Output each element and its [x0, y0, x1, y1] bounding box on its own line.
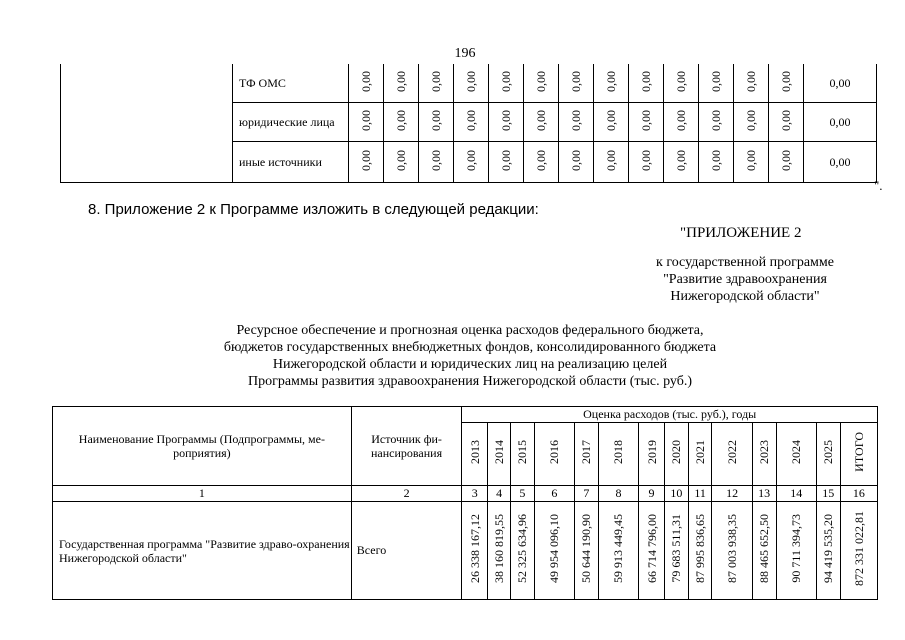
value-cell [419, 64, 454, 103]
value-cell [699, 64, 734, 103]
value-text: 0,00 [429, 149, 443, 171]
value-cell [384, 64, 419, 103]
appendix-title: "ПРИЛОЖЕНИЕ 2 [680, 225, 802, 241]
page-number: 196 [454, 46, 476, 61]
value-text: 0,00 [744, 149, 758, 171]
year-header-cell [776, 423, 816, 486]
value-cell [349, 142, 384, 183]
value-cell [419, 142, 454, 183]
value-cell [559, 64, 594, 103]
value-cell [454, 103, 489, 142]
value-text: 0,00 [394, 149, 408, 171]
column-number-cell: 14 [776, 486, 816, 502]
year-label: 2021 [693, 440, 708, 464]
value-text: 0,00 [674, 70, 688, 92]
amount-cell [639, 502, 665, 600]
value-text: 0,00 [639, 70, 653, 92]
value-text: 0,00 [829, 75, 851, 90]
value-text: 0,00 [674, 109, 688, 131]
amendment-text: 8. Приложение 2 к Программе изложить в следующей редакции: [88, 201, 539, 218]
value-text: 0,00 [829, 154, 851, 169]
column-number-cell: 4 [488, 486, 511, 502]
appendix-line-1: к государственной программе [656, 255, 834, 270]
value-text: 0,00 [709, 70, 723, 92]
closing-quote: ". [874, 178, 883, 193]
amount-cell [752, 502, 776, 600]
value-text: 0,00 [829, 114, 851, 129]
year-label: 2015 [515, 440, 530, 464]
column-number-cell: 6 [534, 486, 574, 502]
value-cell [804, 103, 877, 142]
value-cell [454, 64, 489, 103]
value-text: 0,00 [499, 109, 513, 131]
source-cell: юридические лица [233, 103, 349, 142]
value-cell [804, 64, 877, 103]
value-cell [489, 142, 524, 183]
year-label: 2016 [547, 440, 562, 464]
year-header-cell [816, 423, 840, 486]
value-text: 0,00 [604, 109, 618, 131]
value-cell [349, 64, 384, 103]
year-label: 2020 [669, 440, 684, 464]
value-text: 0,00 [604, 70, 618, 92]
amount-text: 49 954 096,10 [547, 514, 562, 583]
value-text: 0,00 [639, 149, 653, 171]
value-cell [664, 64, 699, 103]
amount-cell [840, 502, 877, 600]
amount-text: 79 683 511,31 [669, 514, 684, 583]
value-text: 0,00 [394, 109, 408, 131]
column-number-cell: 10 [664, 486, 688, 502]
value-text: 0,00 [709, 149, 723, 171]
value-cell [664, 103, 699, 142]
amount-text: 52 325 634,96 [515, 514, 530, 583]
value-text: 0,00 [674, 149, 688, 171]
empty-name-cell [61, 64, 233, 103]
value-cell [664, 142, 699, 183]
amount-cell [575, 502, 599, 600]
amount-text: 90 711 394,73 [789, 514, 804, 583]
value-cell [524, 142, 559, 183]
value-text: 0,00 [429, 70, 443, 92]
column-number-cell: 11 [688, 486, 712, 502]
value-cell [629, 142, 664, 183]
heading-line-1: Ресурсное обеспечение и прогнозная оценка расходов федерального бюджета, [236, 323, 704, 338]
amount-cell [488, 502, 511, 600]
value-cell [384, 142, 419, 183]
year-header-cell [840, 423, 877, 486]
value-cell [559, 103, 594, 142]
value-text: 0,00 [744, 109, 758, 131]
column-number-cell: 16 [840, 486, 877, 502]
empty-name-cell [61, 103, 233, 142]
appendix-subtitle [636, 254, 854, 305]
value-text: 0,00 [534, 70, 548, 92]
amount-text: 59 913 449,45 [611, 514, 626, 583]
year-label: ИТОГО [851, 432, 866, 472]
amount-cell [462, 502, 488, 600]
value-cell [594, 142, 629, 183]
amount-cell [712, 502, 752, 600]
column-number-cell: 15 [816, 486, 840, 502]
value-cell [734, 64, 769, 103]
amount-cell [534, 502, 574, 600]
year-label: 2024 [789, 440, 804, 464]
amount-text: 872 331 022,81 [851, 511, 866, 586]
column-number-cell: 5 [510, 486, 534, 502]
column-number-cell: 13 [752, 486, 776, 502]
amount-text: 94 419 535,20 [821, 514, 836, 583]
amount-text: 50 644 190,90 [579, 514, 594, 583]
year-header-cell [598, 423, 638, 486]
year-header-cell [462, 423, 488, 486]
value-cell [419, 103, 454, 142]
value-cell [734, 103, 769, 142]
column-number-cell: 7 [575, 486, 599, 502]
amount-cell [816, 502, 840, 600]
appendix-line-3: Нижегородской области" [670, 289, 820, 304]
value-text: 0,00 [534, 149, 548, 171]
year-header-cell [688, 423, 712, 486]
year-label: 2019 [644, 440, 659, 464]
value-cell [594, 64, 629, 103]
amount-cell [776, 502, 816, 600]
heading-line-4: Программы развития здравоохранения Нижегородской области (тыс. руб.) [247, 374, 693, 389]
value-cell [594, 103, 629, 142]
value-cell [524, 64, 559, 103]
value-cell [629, 103, 664, 142]
value-text: 0,00 [534, 109, 548, 131]
value-text: 0,00 [464, 70, 478, 92]
year-label: 2025 [821, 440, 836, 464]
appendix-line-2: "Развитие здравоохранения [663, 272, 827, 287]
column-number-cell: 8 [598, 486, 638, 502]
value-text: 0,00 [499, 149, 513, 171]
column-number-cell: 1 [53, 486, 352, 502]
value-text: 0,00 [779, 70, 793, 92]
estimate-header: Оценка расходов (тыс. руб.), годы [462, 407, 878, 423]
value-cell [769, 64, 804, 103]
heading-line-3: Нижегородской области и юридических лиц на реализацию целей [272, 357, 668, 372]
year-label: 2013 [467, 440, 482, 464]
value-cell [489, 103, 524, 142]
year-label: 2023 [757, 440, 772, 464]
value-cell [699, 142, 734, 183]
year-header-cell [664, 423, 688, 486]
year-label: 2014 [492, 440, 507, 464]
top-table-row [61, 64, 877, 103]
value-text: 0,00 [569, 70, 583, 92]
value-cell [454, 142, 489, 183]
col-name-header: Наименование Программы (Подпрограммы, ме-роприятия) [53, 407, 352, 486]
value-text: 0,00 [359, 70, 373, 92]
value-cell [804, 142, 877, 183]
value-cell [489, 64, 524, 103]
program-source-cell: Всего [351, 502, 462, 600]
value-text: 0,00 [359, 149, 373, 171]
value-cell [629, 64, 664, 103]
value-cell [384, 103, 419, 142]
value-text: 0,00 [779, 109, 793, 131]
value-cell [349, 103, 384, 142]
value-text: 0,00 [394, 70, 408, 92]
col-source-header: Источник фи-нансирования [351, 407, 462, 486]
top-table-row [61, 103, 877, 142]
year-label: 2018 [611, 440, 626, 464]
year-label: 2017 [579, 440, 594, 464]
value-text: 0,00 [499, 70, 513, 92]
source-cell: иные источники [233, 142, 349, 183]
year-header-cell [639, 423, 665, 486]
value-text: 0,00 [464, 109, 478, 131]
year-header-cell [534, 423, 574, 486]
value-text: 0,00 [429, 109, 443, 131]
heading-line-2: бюджетов государственных внебюджетных фондов, консолидированного бюджета [223, 340, 717, 355]
amount-text: 88 465 652,50 [757, 514, 772, 583]
top-table-row [61, 142, 877, 183]
column-number-cell: 2 [351, 486, 462, 502]
amount-cell [664, 502, 688, 600]
source-cell: ТФ ОМС [233, 64, 349, 103]
value-text: 0,00 [464, 149, 478, 171]
value-text: 0,00 [744, 70, 758, 92]
year-header-cell [488, 423, 511, 486]
program-name-cell: Государственная программа "Развитие здраво-охранения Нижегородской области" [53, 502, 352, 600]
value-cell [524, 103, 559, 142]
amount-text: 26 338 167,12 [467, 514, 482, 583]
value-cell [734, 142, 769, 183]
top-funding-table [60, 64, 877, 183]
value-text: 0,00 [639, 109, 653, 131]
value-text: 0,00 [709, 109, 723, 131]
year-header-cell [712, 423, 752, 486]
value-text: 0,00 [779, 149, 793, 171]
value-text: 0,00 [569, 149, 583, 171]
amount-text: 87 003 938,35 [725, 514, 740, 583]
value-text: 0,00 [569, 109, 583, 131]
column-number-cell: 9 [639, 486, 665, 502]
column-number-cell: 12 [712, 486, 752, 502]
amount-text: 66 714 796,00 [644, 514, 659, 583]
value-cell [769, 142, 804, 183]
year-label: 2022 [725, 440, 740, 464]
value-cell [559, 142, 594, 183]
amount-cell [510, 502, 534, 600]
year-header-cell [575, 423, 599, 486]
amount-text: 87 995 836,65 [693, 514, 708, 583]
value-text: 0,00 [359, 109, 373, 131]
value-text: 0,00 [604, 149, 618, 171]
amount-text: 38 160 819,55 [492, 514, 507, 583]
column-number-cell: 3 [462, 486, 488, 502]
document-heading [150, 322, 790, 390]
year-header-cell [510, 423, 534, 486]
empty-name-cell [61, 142, 233, 183]
value-cell [699, 103, 734, 142]
resource-table [52, 406, 878, 600]
value-cell [769, 103, 804, 142]
year-header-cell [752, 423, 776, 486]
amount-cell [598, 502, 638, 600]
amount-cell [688, 502, 712, 600]
